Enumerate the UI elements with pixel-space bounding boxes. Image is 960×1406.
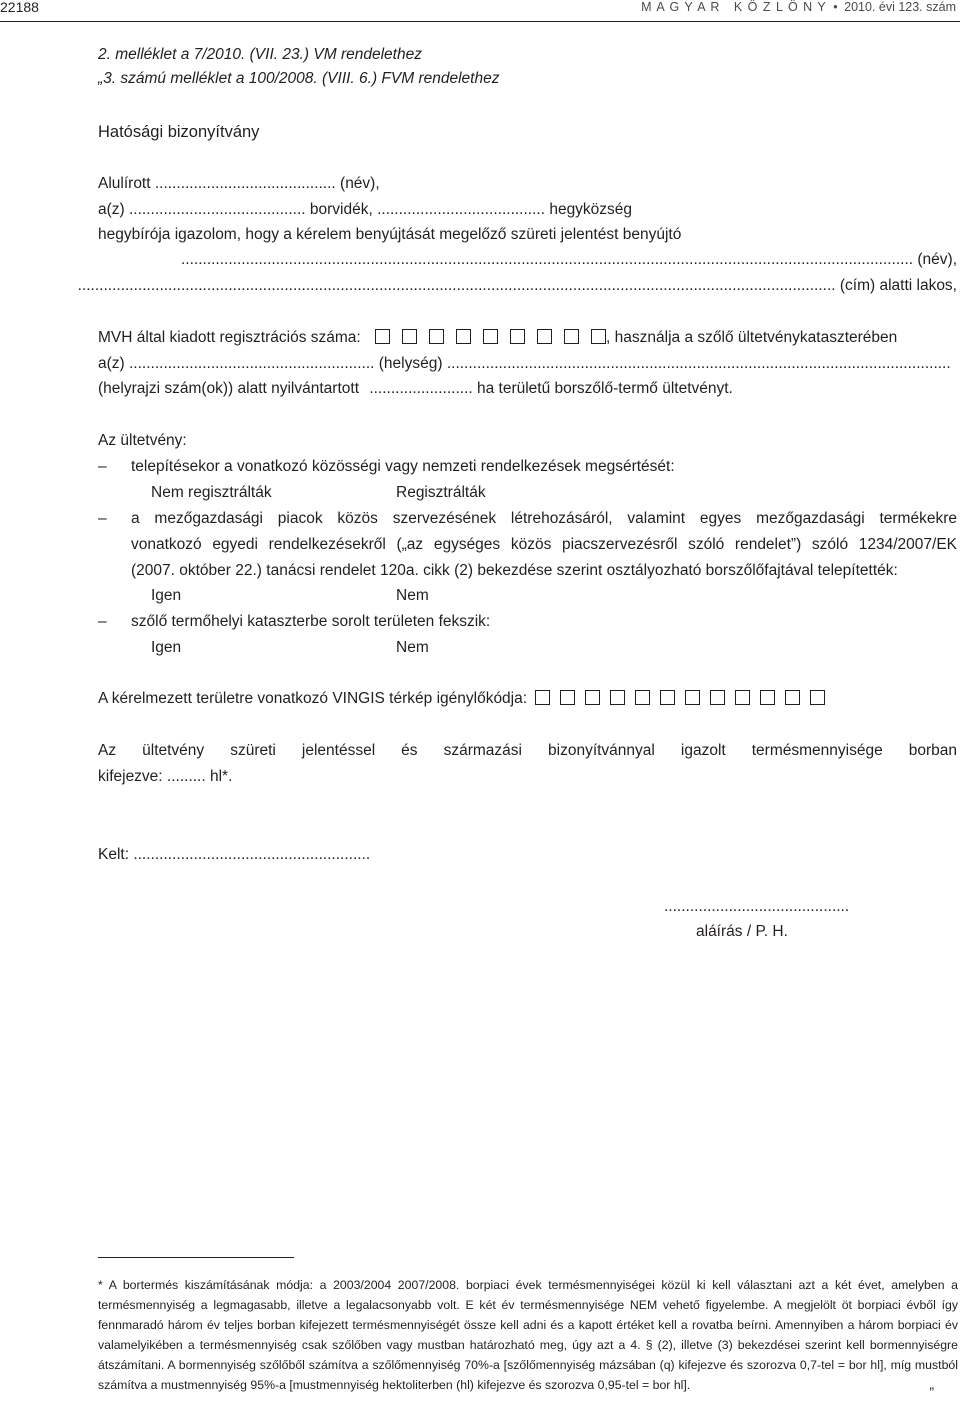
code-box[interactable] — [535, 690, 550, 705]
digit-box[interactable] — [402, 329, 417, 344]
digit-box[interactable] — [537, 329, 552, 344]
dash-2: – — [98, 510, 107, 527]
item-2-option-igen[interactable]: Igen — [151, 587, 182, 604]
item-3-text: szőlő termőhelyi kataszterbe sorolt területen fekszik: — [131, 613, 491, 630]
digit-box[interactable] — [510, 329, 525, 344]
digit-box[interactable] — [456, 329, 471, 344]
code-box[interactable] — [610, 690, 625, 705]
bullet-icon: • — [833, 0, 838, 14]
mvh-label: MVH által kiadott regisztrációs száma: — [98, 329, 361, 346]
code-box[interactable] — [760, 690, 775, 705]
journal-name: M A G Y A R K Ö Z L Ö N Y — [641, 0, 827, 14]
termes-line-2: kifejezve: ......... hl*. — [98, 768, 233, 785]
item-2-option-nem[interactable]: Nem — [396, 587, 429, 604]
signature-label: aláírás / P. H. — [696, 923, 788, 940]
ultetveny-heading: Az ültetvény: — [98, 432, 187, 449]
code-box[interactable] — [710, 690, 725, 705]
code-box[interactable] — [810, 690, 825, 705]
line-vingis — [98, 690, 825, 708]
code-box[interactable] — [735, 690, 750, 705]
item-1-option-regisztraltak[interactable]: Regisztrálták — [396, 484, 486, 501]
helyrajzi-area: ........................ ha területű borszőlő-termő ültetvényt. — [369, 380, 733, 397]
digit-box[interactable] — [375, 329, 390, 344]
header-rule — [0, 21, 960, 22]
item-1-text: telepítésekor a vonatkozó közösségi vagy nemzeti rendelkezések megsértését: — [131, 458, 675, 475]
item-1-option-nem[interactable]: Nem regisztrálták — [151, 484, 272, 501]
line-mvh — [98, 329, 897, 347]
mvh-suffix: , használja a szőlő ültetvénykataszterében — [606, 329, 898, 346]
digit-box[interactable] — [429, 329, 444, 344]
document-title: Hatósági bizonyítvány — [98, 123, 260, 141]
closing-quote: ” — [929, 1384, 934, 1400]
dash-3: – — [98, 613, 107, 630]
code-box[interactable] — [685, 690, 700, 705]
line-cim: ................................................................................................................................................................................ (cím) alatti lakos, — [77, 277, 957, 294]
helyrajzi-label: (helyrajzi szám(ok)) alatt nyilvántartott — [98, 380, 359, 397]
vingis-label: A kérelmezett területre vonatkozó VINGIS térkép igénylőkódja: — [98, 690, 528, 707]
item-3-option-igen[interactable]: Igen — [151, 639, 182, 656]
code-box[interactable] — [585, 690, 600, 705]
page-number: 22188 — [0, 0, 39, 15]
termes-line-1: Az ültetvény szüreti jelentéssel és származási bizonyítvánnyal igazolt termésmennyisége borban — [98, 742, 957, 759]
journal-issue: 2010. évi 123. szám — [844, 0, 956, 14]
dash-1: – — [98, 458, 107, 475]
line-helyrajzi — [98, 380, 733, 398]
mvh-registration-boxes[interactable] — [375, 329, 606, 344]
item-2-line-3: (2007. október 22.) tanácsi rendelet 120a. cikk (2) bekezdése szerint osztályozható borszőlőfajtával telepítették: — [131, 562, 898, 579]
code-box[interactable] — [660, 690, 675, 705]
line-borvidek: a(z) ......................................... borvidék, ....................................... hegyközség — [98, 201, 633, 218]
line-alulirott: Alulírott .......................................... (név), — [98, 175, 380, 192]
code-box[interactable] — [635, 690, 650, 705]
journal-header — [641, 0, 956, 14]
line-nev: .......................................................................................................................................................................... (név), — [180, 251, 957, 268]
footnote-text: * A bortermés kiszámításának módja: a 2003/2004 2007/2008. borpiaci évek termésmennyiségei közül ki kell választani azt a két évet, amelyben a termésmennyiség a legmagasabb, illetve a legalacsonyabb volt. E két év termésmennyisége NEM vehető figyelembe. A megjelölt öt borpiaci évből így fennmaradó három év teljes borban kifejezett termésmennyiségét össze kell adni és a kapott értéket kell a rovatba beírni. Amennyiben a három borpiaci év valamelyikében a termésmennyiség csak szőlőben vagy mustban határozható meg, úgy azt a 4. § (2), illetve (3) bekezdései szerint kell bormennyiségre átszámítani. A bormennyiség szőlőből számítva a szőlőmennyiség 70%-a [szőlőmennyiség mázsában (q) kifejezve és szorozva 0,7-tel = bor hl], míg mustból számítva a mustmennyiség 95%-a [mustmennyiség hektoliterben (hl) kifejezve és szorozva 0,95-tel = bor hl]. — [98, 1278, 958, 1392]
item-2-line-1: a mezőgazdasági piacok közös szervezésének létrehozásáról, valamint egyes mezőgazdasági termékekre — [131, 510, 957, 527]
signature-dots: ........................................... — [664, 898, 850, 915]
footnote-rule — [98, 1257, 294, 1258]
kelt-line: Kelt: ....................................................... — [98, 846, 371, 863]
code-box[interactable] — [785, 690, 800, 705]
annex-line-1: 2. melléklet a 7/2010. (VII. 23.) VM rendelethez — [98, 46, 422, 63]
digit-box[interactable] — [564, 329, 579, 344]
annex-line-2: „3. számú melléklet a 100/2008. (VIII. 6.) FVM rendelethez — [98, 70, 500, 87]
line-hegybiro: hegybírója igazolom, hogy a kérelem benyújtását megelőző szüreti jelentést benyújtó — [98, 226, 682, 243]
digit-box[interactable] — [591, 329, 606, 344]
vingis-code-boxes[interactable] — [535, 690, 825, 705]
digit-box[interactable] — [483, 329, 498, 344]
item-3-option-nem[interactable]: Nem — [396, 639, 429, 656]
code-box[interactable] — [560, 690, 575, 705]
item-2-line-2: vonatkozó egyedi rendelkezésekről („az egységes közös piacszervezésről szóló rendelet”) szóló 1234/2007/EK — [131, 536, 957, 553]
line-helyseg: a(z) ......................................................... (helység) ..................................................................................................................... — [98, 355, 951, 372]
